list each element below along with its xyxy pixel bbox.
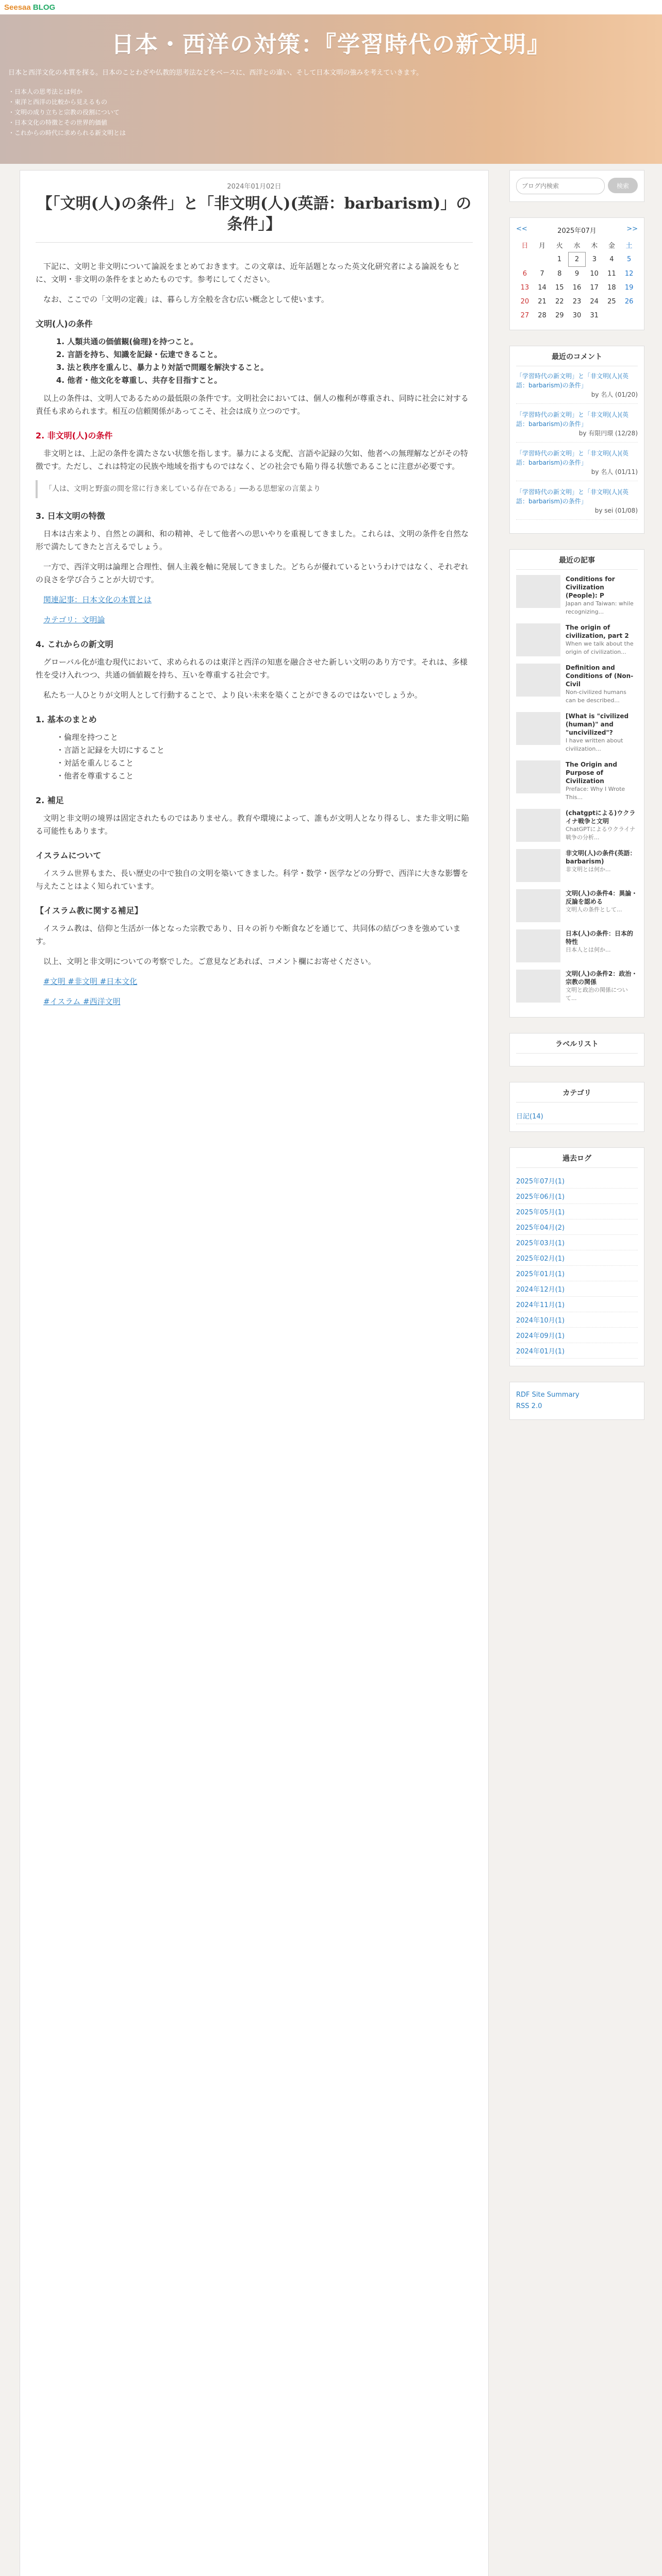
rss-widget (509, 1382, 644, 1420)
recent-post-item[interactable] (516, 970, 638, 1003)
recent-post-excerpt: 非文明とは何か... (566, 866, 611, 873)
comment-item (516, 449, 638, 481)
recent-post-excerpt: When we talk about the origin of civilization... (566, 640, 634, 655)
tag-link[interactable]: #文明 #非文明 #日本文化 (43, 977, 138, 986)
recent-post-title[interactable]: The Origin and Purpose of Civilization (566, 761, 617, 785)
comment-link[interactable]: 「学習時代の新文明」と「非文明(人)(英語：barbarism)の条件」 (516, 372, 629, 389)
widget-title: ラベルリスト (516, 1039, 638, 1054)
archive-link[interactable]: 2025年02月(1) (516, 1250, 638, 1266)
category-widget (509, 1082, 644, 1132)
recent-post-excerpt: 文明人の条件として... (566, 906, 622, 913)
recent-post-excerpt: Non-civilized humans can be described... (566, 689, 626, 704)
rss-link[interactable]: RDF Site Summary (516, 1391, 580, 1399)
thumbnail-image[interactable] (516, 929, 560, 962)
section-heading: 2. 非文明(人)の条件 (36, 431, 113, 440)
calendar-day (620, 309, 638, 323)
recent-post-item[interactable] (516, 809, 638, 842)
paragraph: 以上の条件は、文明人であるための最低限の条件です。文明社会においては、個人の権利が尊重され、同時に社会に対する責任も求められます。相互の信頼関係があってこそ、社会は成り立つのです。 (36, 394, 469, 416)
recent-post-title[interactable]: 日本(人)の条件：日本的特性 (566, 930, 633, 945)
calendar-day: 23 (572, 298, 582, 306)
calendar-day: 8 (557, 269, 562, 278)
calendar-prev-link[interactable]: << (516, 225, 527, 233)
calendar-day: 5 (626, 256, 632, 263)
weekday-label: 木 (591, 242, 598, 250)
recent-post-item[interactable] (516, 760, 638, 802)
thumbnail-image[interactable] (516, 575, 560, 608)
recent-post-title[interactable]: 文明(人)の条件4：異論・反論を認める (566, 890, 638, 905)
calendar-day: 4 (609, 256, 614, 263)
calendar-day: 11 (607, 269, 616, 278)
blog-title[interactable]: 日本・西洋の対策：『学習時代の新文明』 (111, 31, 551, 58)
thumbnail-image[interactable] (516, 664, 560, 697)
archive-link[interactable]: 2024年10月(1) (516, 1312, 638, 1328)
comment-author: by 名人 (01/20) (591, 391, 638, 398)
section-heading: 1. 基本のまとめ (36, 715, 97, 724)
search-button[interactable]: 検索 (608, 178, 638, 193)
recent-post-item[interactable] (516, 889, 638, 922)
comment-item (516, 371, 638, 404)
thumbnail-image[interactable] (516, 809, 560, 842)
paragraph: 文明と非文明の境界は固定されたものではありません。教育や環境によって、誰もが文明人となり得るし、また非文明に陥る可能性もあります。 (36, 814, 469, 836)
recent-post-item[interactable] (516, 664, 638, 705)
paragraph: なお、ここでの「文明の定義」は、暮らし方全般を含む広い概念として使います。 (43, 295, 329, 304)
rss-link[interactable]: RSS 2.0 (516, 1402, 542, 1410)
calendar-day: 7 (540, 269, 544, 278)
calendar-day: 28 (538, 312, 547, 319)
archive-link[interactable]: 2025年03月(1) (516, 1235, 638, 1250)
calendar-month: 2025年07月 (557, 227, 597, 235)
blockquote: 「人は、文明と野蛮の間を常に行き来している存在である」──ある思想家の言葉より (36, 480, 473, 498)
list-item: ・倫理を持つこと (56, 733, 119, 742)
archive-link[interactable]: 2025年05月(1) (516, 1204, 638, 1219)
header-menu (8, 87, 126, 138)
weekday-label: 日 (521, 242, 528, 250)
comment-author: by 有限円環 (12/28) (578, 430, 638, 437)
header-menu-item[interactable]: ・ 日本人の思考法とは何か (8, 87, 126, 97)
thumbnail-image[interactable] (516, 849, 560, 882)
recent-post-excerpt: 文明と政治の関係について... (566, 987, 628, 1002)
archive-link[interactable]: 2025年06月(1) (516, 1189, 638, 1204)
blog-description: 日本と西洋文化の本質を探る。日本のことわざや仏教的思考法などをベースに、西洋との違い、そして日本文明の強みを考えていきます。 (8, 69, 423, 77)
calendar-day: 31 (590, 312, 599, 319)
header-menu-item[interactable]: ・ これからの時代に求められる新文明とは (8, 128, 126, 138)
category-link[interactable]: 日記(14) (516, 1108, 638, 1124)
weekday-label: 火 (556, 242, 563, 250)
calendar-day: 14 (538, 284, 547, 292)
calendar-day: 19 (624, 284, 634, 292)
recent-post-excerpt: 日本人とは何か... (566, 946, 611, 953)
search-widget (509, 170, 644, 202)
calendar-day: 29 (555, 312, 564, 319)
section-heading: 3. 日本文明の特徴 (36, 511, 105, 521)
section-heading: 4. これからの新文明 (36, 639, 113, 649)
section-heading: イスラムについて (36, 851, 102, 860)
calendar-day (516, 252, 534, 267)
recent-post-item[interactable] (516, 849, 638, 882)
archive-link[interactable]: 2024年09月(1) (516, 1328, 638, 1343)
paragraph: イスラム教は、信仰と生活が一体となった宗教であり、日々の祈りや断食などを通じて、共同体の結びつきを強めています。 (36, 924, 461, 946)
calendar-day: 30 (572, 312, 582, 319)
calendar-day: 24 (590, 298, 599, 306)
top-bar (0, 0, 662, 14)
paragraph: 非文明とは、上記の条件を満たさない状態を指します。暴力による支配、言語や記録の欠如、他者への無理解などがその特徴です。ただし、これは特定の民族や地域を指すものではなく、どの社会でも陥り得る状態であることに注意が必要です。 (36, 449, 468, 471)
label-list-widget (509, 1033, 644, 1066)
weekday-label: 金 (608, 242, 615, 250)
section-heading: 2. 補足 (36, 795, 64, 805)
archive-link[interactable]: 2025年07月(1) (516, 1173, 638, 1189)
comment-author: by 名人 (01/11) (591, 468, 638, 476)
calendar-widget (509, 217, 644, 330)
comment-item (516, 410, 638, 443)
post-title[interactable]: 【「文明(人)の条件」と「非文明(人)(英語：barbarism)」の条件」】 (36, 194, 473, 243)
list-item: 3. 法と秩序を重んじ、暴力より対話で問題を解決すること。 (56, 363, 269, 372)
recent-post-title[interactable]: Conditions for Civilization (People): P (566, 575, 615, 599)
recent-post-title[interactable]: Definition and Conditions of (Non-Civil (566, 664, 634, 688)
comment-item (516, 487, 638, 520)
widget-title: 過去ログ (516, 1153, 638, 1168)
recent-post-item[interactable] (516, 623, 638, 656)
section-heading: 【イスラム教に関する補足】 (36, 906, 143, 916)
thumbnail-image[interactable] (516, 623, 560, 656)
calendar-day: 3 (592, 256, 597, 263)
calendar-day: 18 (607, 284, 616, 292)
recent-post-title[interactable]: The origin of civilization, part 2 (566, 624, 629, 639)
header-menu-item[interactable]: ・ 日本文化の特徴とその世界的価値 (8, 117, 126, 128)
archive-link[interactable]: 2024年11月(1) (516, 1297, 638, 1312)
page-container (20, 170, 643, 2576)
seesaa-logo[interactable]: Seesaa BLOG (4, 3, 56, 12)
list-item: 2. 言語を持ち、知識を記録・伝達できること。 (56, 350, 222, 359)
recent-post-item[interactable] (516, 575, 638, 616)
list-item: ・他者を尊重すること (56, 771, 134, 781)
recent-post-title[interactable]: [What is "civilized (human)" and "uncivilized"? (566, 713, 629, 736)
thumbnail-image[interactable] (516, 712, 560, 745)
paragraph: グローバル化が進む現代において、求められるのは東洋と西洋の知恵を融合させた新しい文明のあり方です。それは、多様性を受け入れつつ、共通の価値観を持ち、互いを尊重する社会です。 (36, 657, 468, 680)
comment-link[interactable]: 「学習時代の新文明」と「非文明(人)(英語：barbarism)の条件」 (516, 450, 629, 466)
comment-author: by sei (01/08) (594, 507, 638, 514)
recent-post-excerpt: ChatGPTによるウクライナ戦争の分析... (566, 826, 636, 841)
recent-post-excerpt: Preface: Why I Wrote This... (566, 786, 625, 801)
calendar-day[interactable]: 2 (568, 252, 586, 267)
paragraph: 私たち一人ひとりが文明人として行動することで、より良い未来を築くことができるのではないでしょうか。 (43, 690, 422, 700)
calendar-day: 6 (522, 269, 527, 278)
list-item: ・対話を重んじること (56, 758, 134, 768)
calendar-day: 1 (557, 256, 562, 263)
list-item: 4. 他者・他文化を尊重し、共存を目指すこと。 (56, 376, 222, 385)
calendar-next-link[interactable]: >> (626, 225, 638, 233)
comment-link[interactable]: 「学習時代の新文明」と「非文明(人)(英語：barbarism)の条件」 (516, 411, 629, 428)
article (20, 170, 489, 2576)
archive-link[interactable]: 2025年04月(2) (516, 1219, 638, 1235)
sidebar (509, 170, 644, 1435)
calendar-day: 22 (555, 298, 564, 306)
recent-post-item[interactable] (516, 712, 638, 753)
calendar-day: 10 (590, 269, 599, 278)
calendar-day: 25 (607, 298, 616, 306)
weekday-label: 水 (573, 242, 581, 250)
paragraph: 下記に、文明と非文明について論説をまとめておきます。この文章は、近年話題となった英文化研究者による論説をもとに、文明・非文明の条件をまとめたものです。参考にしてください。 (36, 262, 460, 284)
tag-link[interactable]: #イスラム #西洋文明 (43, 997, 121, 1006)
thumbnail-image[interactable] (516, 970, 560, 1003)
paragraph: 日本は古来より、自然との調和、和の精神、そして他者への思いやりを重視してきました。これらは、文明の条件を自然な形で満たしてきたと言えるでしょう。 (36, 529, 469, 551)
calendar-day: 13 (520, 284, 529, 292)
recent-posts-widget (509, 549, 644, 1018)
comment-link[interactable]: 「学習時代の新文明」と「非文明(人)(英語：barbarism)の条件」 (516, 488, 629, 505)
header-menu-item[interactable]: ・ 東洋と西洋の比較から見えるもの (8, 97, 126, 107)
header-menu-item[interactable]: ・ 文明の成り立ちと宗教の役割について (8, 107, 126, 117)
archive-widget (509, 1147, 644, 1366)
calendar-day: 26 (624, 298, 634, 306)
section-heading: 文明(人)の条件 (36, 319, 93, 329)
recent-post-title[interactable]: (chatgptによる)ウクライナ戦争と文明 (566, 809, 636, 825)
related-link[interactable]: 関連記事：日本文化の本質とは (43, 595, 152, 604)
recent-post-excerpt: I have written about civilization... (566, 737, 623, 752)
archive-link[interactable]: 2025年01月(1) (516, 1266, 638, 1281)
calendar-day: 21 (538, 298, 547, 306)
widget-title: 最近のコメント (516, 351, 638, 366)
paragraph: 以上、文明と非文明についての考察でした。ご意見などあれば、コメント欄にお寄せください。 (43, 957, 376, 966)
calendar-day: 27 (520, 312, 529, 319)
list-item: 1. 人類共通の価値観(倫理)を持つこと。 (56, 337, 198, 346)
archive-link[interactable]: 2024年01月(1) (516, 1343, 638, 1359)
calendar-table (516, 238, 638, 323)
calendar-day: 17 (590, 284, 599, 292)
archive-link[interactable]: 2024年12月(1) (516, 1281, 638, 1297)
summary-list (56, 731, 473, 783)
weekday-label: 土 (625, 242, 633, 250)
recent-post-title[interactable]: 非文明(人)の条件(英語：barbarism) (566, 850, 636, 865)
calendar-day: 16 (572, 284, 582, 292)
weekday-label: 月 (539, 242, 546, 250)
calendar-day (603, 309, 621, 323)
calendar-day (534, 252, 551, 267)
calendar-day: 12 (624, 269, 634, 278)
thumbnail-image[interactable] (516, 889, 560, 922)
widget-title: 最近の記事 (516, 555, 638, 570)
widget-title: カテゴリ (516, 1088, 638, 1103)
condition-list (56, 335, 473, 387)
recent-post-item[interactable] (516, 929, 638, 962)
calendar-day: 20 (520, 298, 529, 306)
recent-comments-widget (509, 346, 644, 534)
thumbnail-image[interactable] (516, 760, 560, 793)
paragraph: 一方で、西洋文明は論理と合理性、個人主義を軸に発展してきました。どちらが優れているというわけではなく、それぞれの良さを学び合うことが大切です。 (36, 562, 469, 584)
blog-header (0, 14, 662, 164)
paragraph: イスラム世界もまた、長い歴史の中で独自の文明を築いてきました。科学・数学・医学などの分野で、西洋に大きな影響を与えたことはよく知られています。 (36, 869, 469, 891)
calendar-day: 9 (574, 270, 580, 278)
recent-post-excerpt: Japan and Taiwan: while recognizing... (566, 600, 634, 615)
list-item: ・言語と記録を大切にすること (56, 745, 165, 755)
post-date: 2024年01月02日 (227, 183, 282, 191)
recent-post-title[interactable]: 文明(人)の条件2：政治・宗教の関係 (566, 970, 638, 986)
search-input[interactable] (516, 178, 605, 194)
calendar-day: 15 (555, 284, 564, 292)
category-link[interactable]: カテゴリ：文明論 (43, 615, 105, 624)
